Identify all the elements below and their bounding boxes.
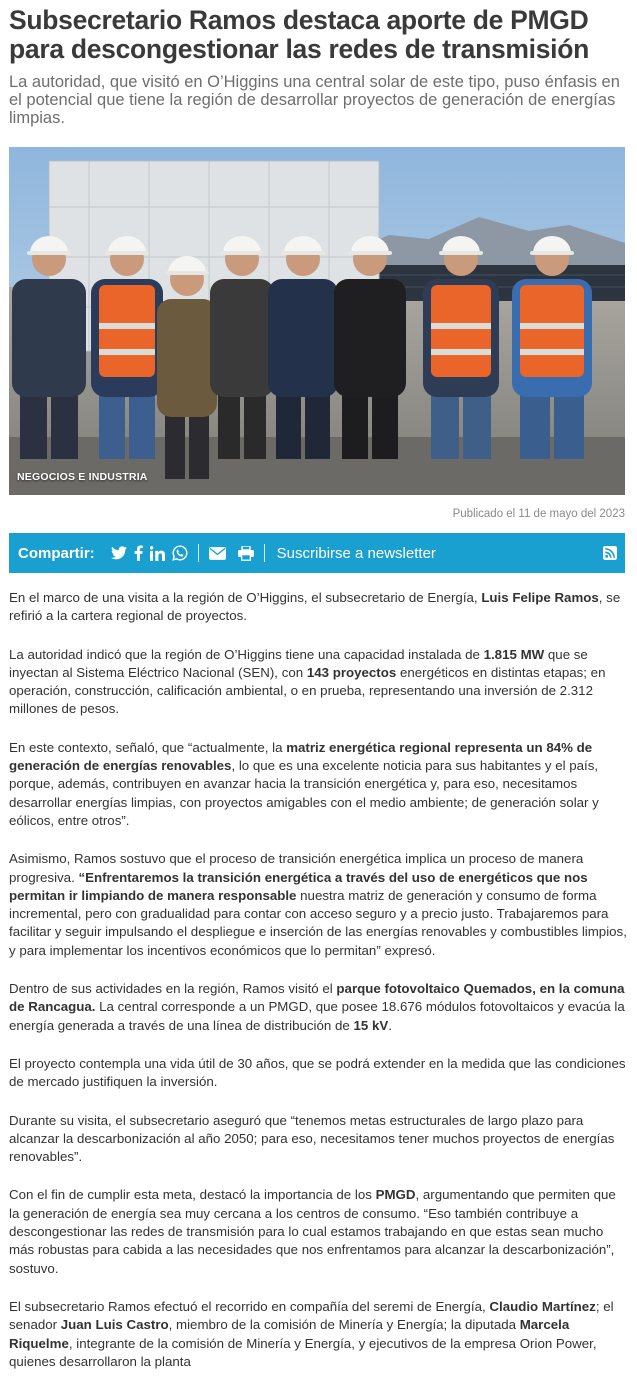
person-leg xyxy=(189,409,209,479)
text-run: , se refirió a la cartera regional de proyectos. xyxy=(9,590,621,624)
article-body xyxy=(9,589,627,1391)
hard-hat-brim xyxy=(220,251,264,255)
photo-category-tag[interactable]: NEGOCIOS E INDUSTRIA xyxy=(17,471,148,483)
article-paragraph xyxy=(9,1055,627,1092)
person-leg xyxy=(129,389,155,459)
person-torso xyxy=(268,279,338,397)
bold-text: PMGD xyxy=(375,1187,416,1203)
text-run: Asimismo, Ramos sostuvo que el proceso de transición energética implica un proceso de manera progresiva. xyxy=(9,851,584,885)
bold-text: parque fotovoltaico Quemados, en la comuna de Rancagua. xyxy=(9,981,625,1015)
bold-text: Juan Luis Castro xyxy=(60,1317,169,1333)
hard-hat-brim xyxy=(530,251,574,255)
bold-text: Marcela Riquelme xyxy=(9,1317,570,1351)
hard-hat-brim xyxy=(105,251,149,255)
person-leg xyxy=(51,389,78,459)
person-torso xyxy=(334,279,406,397)
publish-date: Publicado el 11 de mayo del 2023 xyxy=(452,508,625,520)
hard-hat-brim xyxy=(165,271,209,275)
bold-text: 1.815 MW xyxy=(483,646,545,662)
article-paragraph xyxy=(9,1186,627,1277)
person-leg xyxy=(165,409,185,479)
text-run: , miembro de la comisión de Minería y Energía; la diputada xyxy=(168,1317,520,1333)
hard-hat-brim xyxy=(27,251,71,255)
article-paragraph xyxy=(9,589,627,626)
article-paragraph xyxy=(9,850,627,960)
person-leg xyxy=(554,389,584,459)
text-run: , argumentando que permiten que la generación de energía sea muy cercana a los centros de consumo. “Eso también contribuye a descongestionar las redes de transmisión para lo cual estamos trabajando en que estas sean mucho más robustas para cabida a las necesidades que nos enfrentamos para alcanzar la descarbonización”, sostuvo. xyxy=(9,1187,616,1276)
vest-stripe xyxy=(520,323,584,329)
person-leg xyxy=(372,389,398,459)
share-icons xyxy=(111,544,275,562)
hard-hat-brim xyxy=(439,251,483,255)
person-leg xyxy=(520,389,550,459)
article-paragraph xyxy=(9,1112,627,1167)
person-leg xyxy=(305,389,330,459)
person-leg xyxy=(431,389,459,459)
person-torso xyxy=(12,279,86,397)
text-run: Durante su visita, el subsecretario aseguró que “tenemos metas estructurales de largo plazo para alcanzar la descarbonización al año 2050; para eso, necesitamos tener muchos proyectos de energías renovables”. xyxy=(9,1112,615,1165)
bold-text: Luis Felipe Ramos xyxy=(481,590,599,605)
article-photo xyxy=(9,147,625,495)
text-run: que se inyectan al Sistema Eléctrico Nacional (SEN), con xyxy=(9,646,588,680)
whatsapp-icon[interactable] xyxy=(172,545,188,561)
share-label: Compartir: xyxy=(18,544,95,562)
text-run: El subsecretario Ramos efectuó el recorrido en compañía del seremi de Energía, xyxy=(9,1298,490,1314)
share-bar xyxy=(9,533,625,573)
text-run: En este contexto, señaló, que “actualmente, la xyxy=(9,739,287,755)
person-torso xyxy=(210,279,274,397)
text-run: , lo que es una excelente noticia para sus habitantes y el país, porque, además, contribuyen en avanzar hacia la transición energética y, para eso, necesitamos desarrollar energías limpias, con proyectos amigables con el medio ambiente; de generación solar y eólicos, entre otros”. xyxy=(9,758,599,828)
article-paragraph xyxy=(9,1298,627,1371)
bold-text: 143 proyectos xyxy=(306,664,397,680)
share-divider xyxy=(264,544,265,562)
safety-vest xyxy=(431,285,491,377)
article-paragraph xyxy=(9,739,627,830)
text-run: El proyecto contempla una vida útil de 30 años, que se podrá extender en la medida que las condiciones de mercado justifiquen la inversión. xyxy=(9,1055,626,1090)
vest-stripe xyxy=(99,323,155,329)
vest-stripe xyxy=(431,349,491,355)
text-run: En el marco de una visita a la región de O’Higgins, el subsecretario de Energía, xyxy=(9,590,482,605)
person-leg xyxy=(342,389,368,459)
text-run: energéticos en distintas etapas; en operación, construcción, calificación ambiental, o en prueba, representando una inversión de 2.312 millones de pesos. xyxy=(9,664,606,717)
bold-text: matriz energética regional representa un 84% de generación de energías renovables xyxy=(9,739,593,774)
article-headline: Subsecretario Ramos destaca aporte de PMGD para descongestionar las redes de transmisión xyxy=(9,5,590,64)
person-leg xyxy=(218,389,240,459)
print-icon[interactable] xyxy=(238,546,254,561)
email-icon[interactable] xyxy=(209,547,226,560)
safety-vest xyxy=(520,285,584,377)
person-leg xyxy=(99,389,125,459)
hard-hat-brim xyxy=(348,251,392,255)
text-run: Con el fin de cumplir esta meta, destacó la importancia de los xyxy=(9,1187,376,1203)
vest-stripe xyxy=(431,323,491,329)
bold-text: “Enfrentaremos la transición energética a través del uso de energéticos que nos permitan ir limpiando de manera responsable xyxy=(9,869,588,903)
share-divider xyxy=(198,544,199,562)
rss-icon[interactable] xyxy=(603,546,617,560)
article-subtitle: La autoridad, que visitó en O’Higgins una central solar de este tipo, puso énfasis en el potencial que tiene la región de desarrollar proyectos de generación de energías limpias. xyxy=(9,73,620,127)
hard-hat-brim xyxy=(281,251,325,255)
group-photo-illustration xyxy=(9,147,625,495)
person-torso xyxy=(157,299,217,417)
facebook-icon[interactable] xyxy=(134,545,143,561)
twitter-icon[interactable] xyxy=(111,546,127,560)
text-run: ; el senador xyxy=(9,1298,614,1333)
text-run: Dentro de sus actividades en la región, Ramos visitó el xyxy=(9,981,337,997)
person-leg xyxy=(244,389,266,459)
text-run: . xyxy=(388,1017,392,1033)
person-leg xyxy=(276,389,301,459)
bold-text: Claudio Martínez xyxy=(489,1298,596,1314)
text-run: La central corresponde a un PMGD, que posee 18.676 módulos fotovoltaicos y evacúa la energía generada a través de una línea de distribución de xyxy=(9,999,625,1033)
person-leg xyxy=(463,389,491,459)
text-run: La autoridad indicó que la región de O’Higgins tiene una capacidad instalada de xyxy=(9,646,484,662)
text-run: , integrante de la comisión de Minería y Energía, y ejecutivos de la empresa Orion Power, quienes desarrollaron la planta xyxy=(9,1335,597,1369)
text-run: nuestra matriz de generación y consumo de forma incremental, pero con gradualidad para contar con acceso seguro y a precio justo. Trabajaremos para facilitar y seguir impulsando el despliegue e inserción de las energías renovables y combustibles limpios, y para implementar los incentivos económicos que lo permitan” expresó. xyxy=(9,887,627,958)
safety-vest xyxy=(99,285,155,377)
newsletter-subscribe-link[interactable]: Suscribirse a newsletter xyxy=(276,544,436,562)
person-leg xyxy=(20,389,47,459)
vest-stripe xyxy=(520,349,584,355)
vest-stripe xyxy=(99,349,155,355)
bold-text: 15 kV xyxy=(353,1017,389,1033)
article-paragraph xyxy=(9,980,627,1035)
linkedin-icon[interactable] xyxy=(150,546,165,561)
article-paragraph xyxy=(9,646,627,719)
